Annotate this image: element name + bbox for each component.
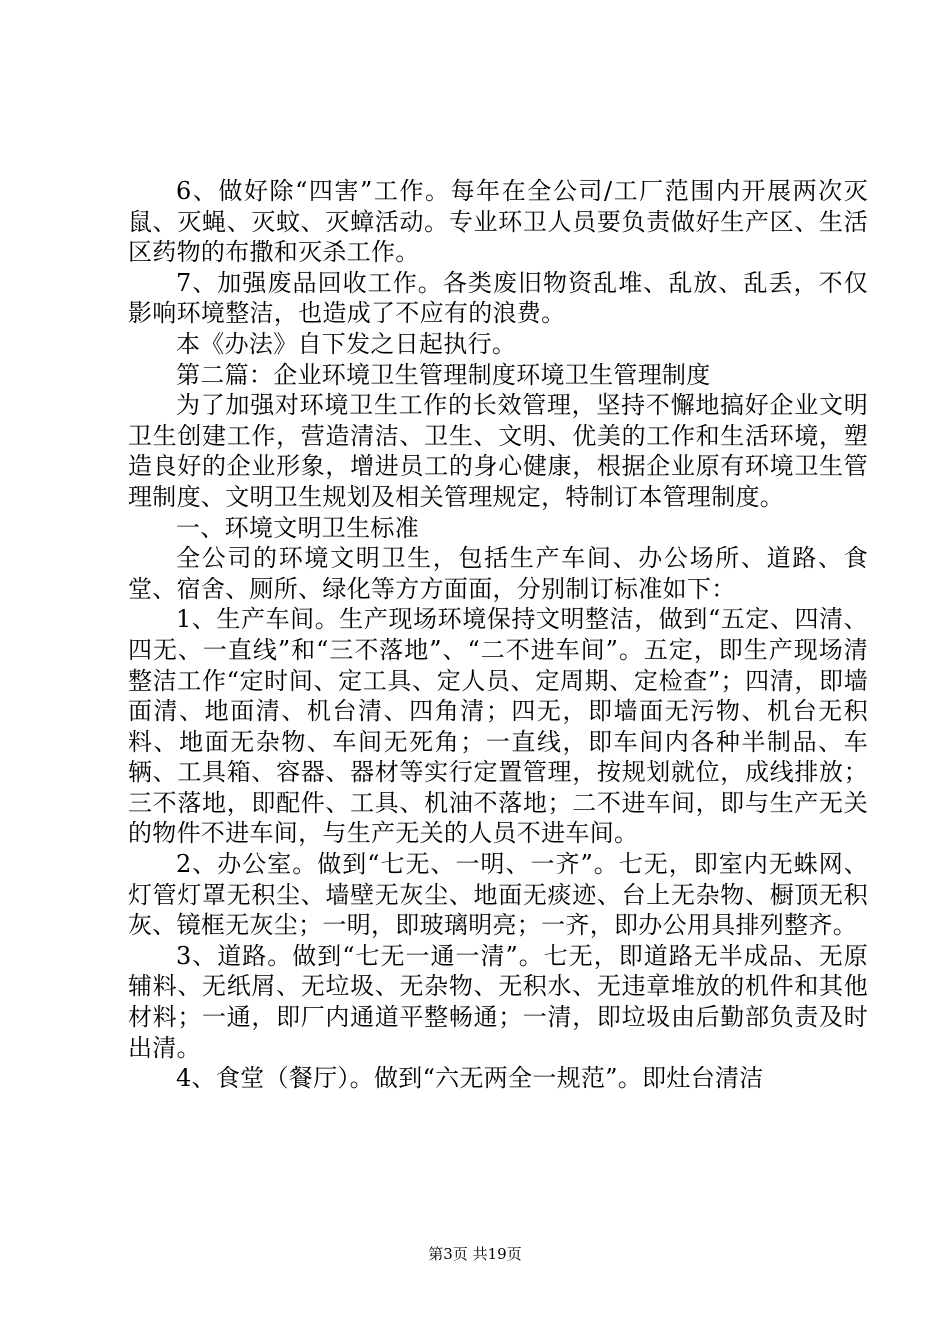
document-body: [128, 176, 868, 1094]
paragraph-canteen: 4、食堂（餐厅）。做到“六无两全一规范”。即灶台清洁: [176, 1064, 764, 1093]
paragraph-effective-date: 本《办法》自下发之日起执行。: [176, 329, 517, 358]
section-title-part-two: 第二篇：企业环境卫生管理制度环境卫生管理制度: [176, 360, 711, 389]
paragraph-item-7: 7、加强废品回收工作。各类废旧物资乱堆、乱放、乱丢，不仅影响环境整洁，也造成了不应有的浪费。: [128, 268, 868, 328]
paragraph-scope: 全公司的环境文明卫生，包括生产车间、办公场所、道路、食堂、宿舍、厕所、绿化等方方面面，分别制订标准如下：: [128, 544, 868, 603]
paragraph-roads: 3、道路。做到“七无一通一清”。七无，即道路无半成品、无原辅料、无纸屑、无垃圾、无杂物、无积水、无违章堆放的机件和其他材料；一通，即厂内通道平整畅通；一清，即垃圾由后勤部负责及时出清。: [128, 941, 868, 1062]
paragraph-intro: 为了加强对环境卫生工作的长效管理，坚持不懈地搞好企业文明卫生创建工作，营造清洁、卫生、文明、优美的工作和生活环境，塑造良好的企业形象，增进员工的身心健康，根据企业原有环境卫生管理制度、文明卫生规划及相关管理规定，特制订本管理制度。: [128, 391, 868, 511]
paragraph-item-6: 6、做好除“四害”工作。每年在全公司/工厂范围内开展两次灭鼠、灭蝇、灭蚊、灭蟑活动。专业环卫人员要负责做好生产区、生活区药物的布撒和灭杀工作。: [128, 177, 868, 267]
section-heading-standards: 一、环境文明卫生标准: [176, 513, 419, 542]
page-number-footer: 第3页 共19页: [428, 1245, 522, 1263]
paragraph-office: 2、办公室。做到“七无、一明、一齐”。七无，即室内无蛛网、灯管灯罩无积尘、墙壁无灰尘、地面无痰迹、台上无杂物、橱顶无积灰、镜框无灰尘；一明，即玻璃明亮；一齐，即办公用具排列整齐。: [128, 850, 868, 940]
paragraph-workshop: 1、生产车间。生产现场环境保持文明整洁，做到“五定、四清、四无、一直线”和“三不落地”、“二不进车间”。五定，即生产现场清整洁工作“定时间、定工具、定人员、定周期、定检查”；四清，即墙面清、地面清、机台清、四角清；四无，即墙面无污物、机台无积料、地面无杂物、车间无死角；一直线，即车间内各种半制品、车辆、工具箱、容器、器材等实行定置管理，按规划就位，成线排放；三不落地，即配件、工具、机油不落地；二不进车间，即与生产无关的物件不进车间，与生产无关的人员不进车间。: [128, 605, 868, 848]
